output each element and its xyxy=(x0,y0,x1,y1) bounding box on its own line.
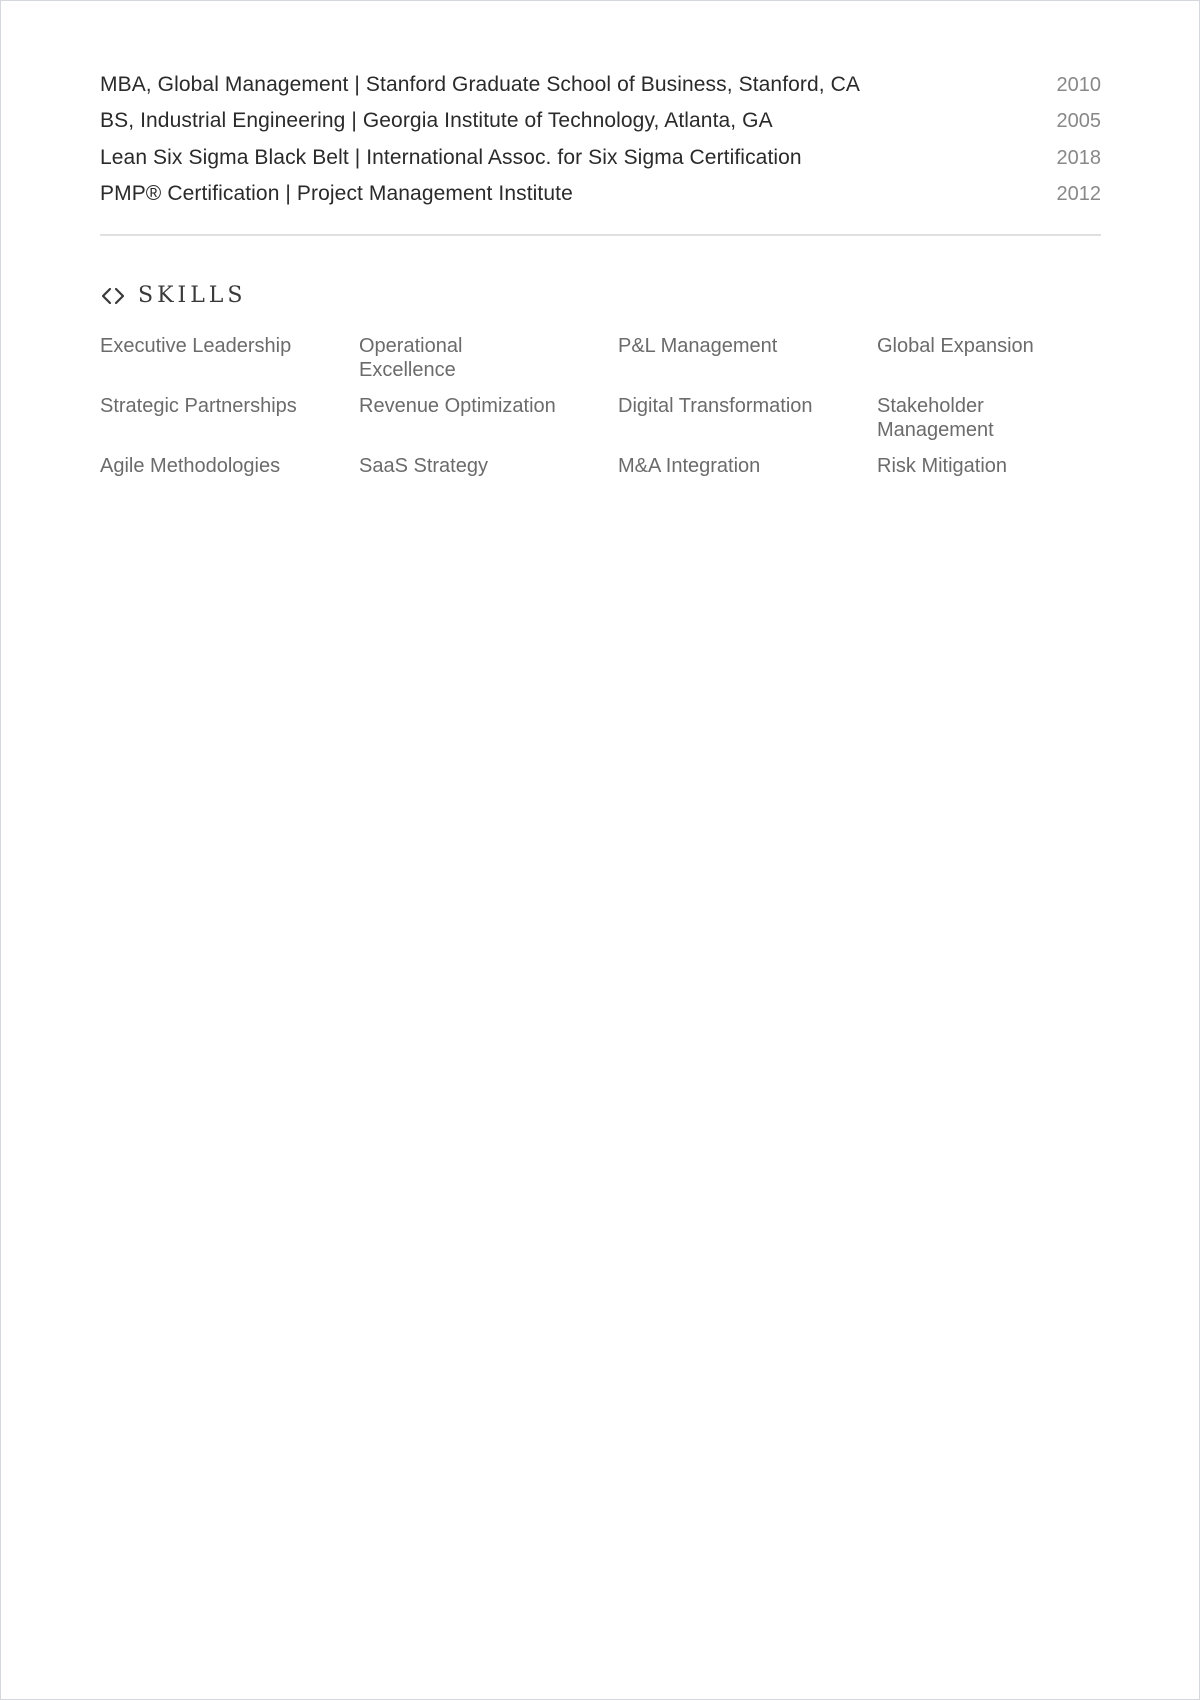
education-year: 2005 xyxy=(1056,110,1101,133)
skill-item: P&L Management xyxy=(618,335,778,357)
education-title: PMP® Certification | Project Management Institute xyxy=(100,181,573,205)
education-year: 2012 xyxy=(1056,182,1101,205)
skill-item: Stakeholder Management xyxy=(877,395,994,441)
page-content xyxy=(100,73,1101,477)
education-item xyxy=(100,182,1101,218)
skills-grid xyxy=(100,334,1140,478)
skill-item: SaaS Strategy xyxy=(359,455,488,477)
education-year: 2018 xyxy=(1056,146,1101,169)
skill-item: Operational Excellence xyxy=(359,335,463,381)
skills-heading xyxy=(100,283,247,308)
education-title: BS, Industrial Engineering | Georgia Institute of Technology, Atlanta, GA xyxy=(100,109,773,133)
skills-title: SKILLS xyxy=(138,283,247,308)
education-list xyxy=(100,73,1101,218)
skill-item: M&A Integration xyxy=(618,455,761,477)
skill-item: Revenue Optimization xyxy=(359,395,556,417)
skill-item: Strategic Partnerships xyxy=(100,395,297,417)
education-item xyxy=(100,73,1101,109)
education-title: MBA, Global Management | Stanford Graduate School of Business, Stanford, CA xyxy=(100,73,861,96)
education-item xyxy=(100,109,1101,145)
skill-item: Risk Mitigation xyxy=(877,455,1008,477)
skill-item: Global Expansion xyxy=(877,335,1034,357)
education-title: Lean Six Sigma Black Belt | International Assoc. for Six Sigma Certification xyxy=(100,145,802,169)
education-item xyxy=(100,146,1101,182)
skill-item: Digital Transformation xyxy=(618,395,813,417)
skill-item: Executive Leadership xyxy=(100,335,292,357)
skill-item: Agile Methodologies xyxy=(100,455,281,477)
code-icon xyxy=(100,286,126,306)
section-divider xyxy=(100,234,1101,236)
education-year: 2010 xyxy=(1056,74,1101,96)
